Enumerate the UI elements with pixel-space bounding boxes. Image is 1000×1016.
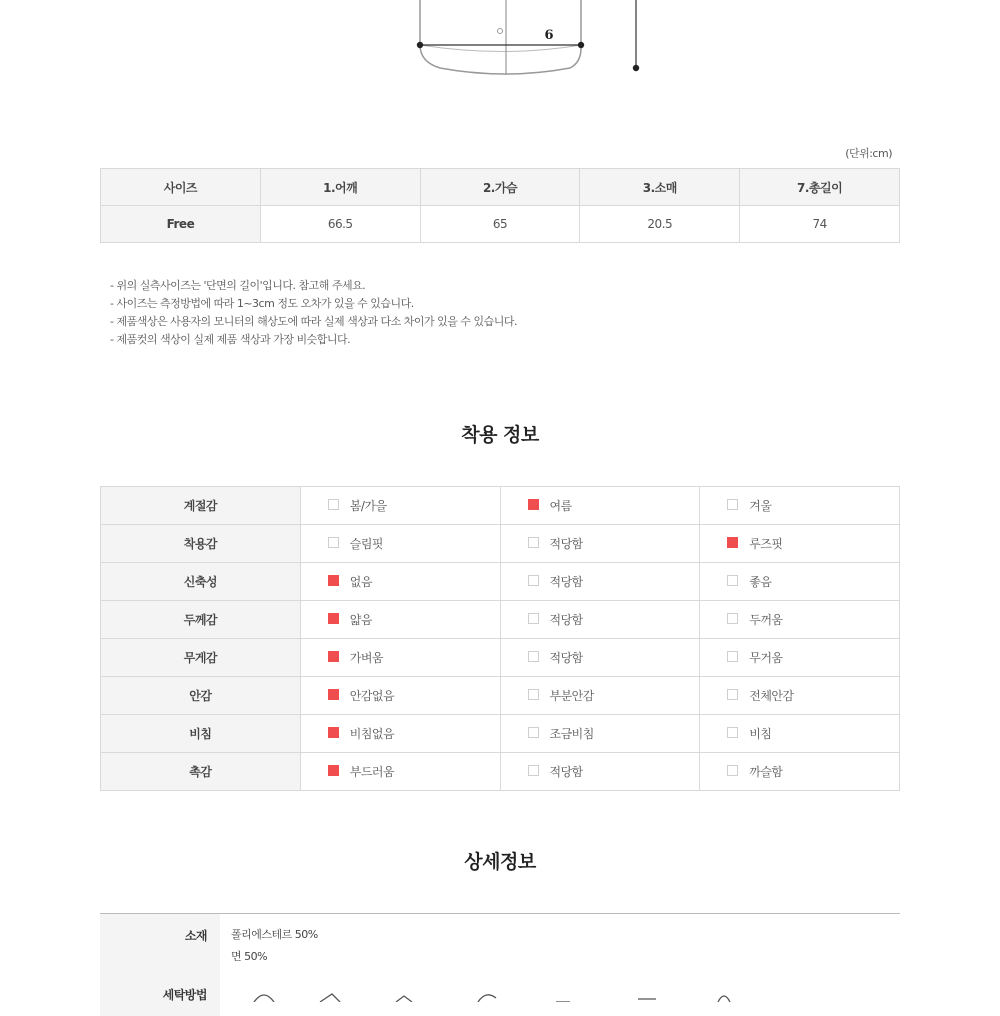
fit-option <box>700 563 900 601</box>
unit-label: (단위:cm) <box>845 147 892 160</box>
detail-info-title: 상세정보 <box>464 851 536 873</box>
fit-option <box>500 753 700 791</box>
size-notes <box>110 277 517 349</box>
fit-option-label: 전체안감 <box>749 689 794 703</box>
length-measure-point <box>633 65 639 71</box>
fit-option-label: 안감없음 <box>349 689 395 703</box>
iron-icon <box>478 995 496 1002</box>
fit-option-label: 적당함 <box>549 765 583 779</box>
size-table <box>100 168 900 243</box>
fit-option-label: 가벼움 <box>349 651 384 665</box>
unchecked-box-icon <box>727 575 738 586</box>
chest-measure-point-right <box>578 42 584 48</box>
wash-label: 세탁방법 <box>100 976 220 1016</box>
fit-option <box>500 715 700 753</box>
unchecked-box-icon <box>528 537 539 548</box>
fit-row-label: 두께감 <box>101 601 301 639</box>
fit-row-label: 안감 <box>101 677 301 715</box>
unchecked-box-icon <box>528 575 539 586</box>
fit-option-label: 적당함 <box>549 651 583 665</box>
table-row <box>101 525 900 563</box>
fit-option-label: 조금비침 <box>549 727 594 741</box>
checked-box-icon <box>528 499 539 510</box>
fit-option <box>700 753 900 791</box>
fit-option-label: 부드러움 <box>349 765 395 779</box>
unchecked-box-icon <box>328 537 339 548</box>
fit-info-table <box>100 486 900 791</box>
size-table-header: 3.소매 <box>580 169 740 206</box>
fit-option-label: 까슬함 <box>749 765 783 779</box>
checked-box-icon <box>328 613 339 624</box>
hand-wash-icon <box>320 994 340 1002</box>
fit-option <box>700 601 900 639</box>
checked-box-icon <box>328 765 339 776</box>
fit-info-title: 착용 정보 <box>461 424 539 446</box>
wash-tub-icon <box>254 995 274 1002</box>
chest-measure-point-left <box>417 42 423 48</box>
material-value <box>220 914 318 976</box>
fit-option-label: 두꺼움 <box>749 613 783 627</box>
fit-option-label: 비침없음 <box>349 727 395 741</box>
garment-hem <box>420 45 581 52</box>
wash-care-icons <box>240 990 800 1002</box>
fit-option-label: 없음 <box>349 575 372 589</box>
size-value-cell: 74 <box>740 206 900 243</box>
table-row <box>101 639 900 677</box>
fit-option <box>700 677 900 715</box>
size-value-cell: 66.5 <box>260 206 420 243</box>
fit-option <box>500 601 700 639</box>
fit-option <box>700 525 900 563</box>
table-row <box>101 206 900 243</box>
unchecked-box-icon <box>528 689 539 700</box>
material-label: 소재 <box>100 914 220 976</box>
unchecked-box-icon <box>727 765 738 776</box>
unchecked-box-icon <box>727 499 738 510</box>
unchecked-box-icon <box>528 765 539 776</box>
fit-option-label: 부분안감 <box>549 689 594 703</box>
fit-row-label: 계절감 <box>101 487 301 525</box>
tumble-icon <box>718 996 730 1002</box>
unchecked-box-icon <box>528 727 539 738</box>
fit-option <box>500 639 700 677</box>
fit-option <box>300 563 500 601</box>
note-item: - 제품색상은 사용자의 모니터의 해상도에 따라 실제 색상과 다소 차이가 있을 수 있습니다. <box>110 315 517 328</box>
table-row <box>101 601 900 639</box>
note-item: - 위의 실측사이즈는 '단면의 길이'입니다. 참고해 주세요. <box>110 279 366 292</box>
material-line: 면 50% <box>231 950 268 963</box>
fit-option <box>700 639 900 677</box>
checked-box-icon <box>328 689 339 700</box>
table-row <box>101 677 900 715</box>
fit-row-label: 무게감 <box>101 639 301 677</box>
material-line: 폴리에스테르 50% <box>231 928 318 941</box>
table-row <box>101 715 900 753</box>
fit-option-label: 적당함 <box>549 613 583 627</box>
checked-box-icon <box>328 651 339 662</box>
unchecked-box-icon <box>727 651 738 662</box>
fit-option-label: 무거움 <box>749 651 783 665</box>
fit-option-label: 적당함 <box>549 575 583 589</box>
unchecked-box-icon <box>528 651 539 662</box>
fit-option <box>500 563 700 601</box>
fit-option-label: 겨울 <box>749 499 772 513</box>
fit-option-label: 여름 <box>549 499 572 513</box>
fit-row-label: 비침 <box>101 715 301 753</box>
table-row <box>101 563 900 601</box>
size-value-cell: 20.5 <box>580 206 740 243</box>
fit-option-label: 좋음 <box>749 575 772 589</box>
table-row <box>101 753 900 791</box>
fit-option <box>300 753 500 791</box>
fit-option-label: 얇음 <box>349 613 372 627</box>
fit-option-label: 루즈핏 <box>749 537 783 551</box>
checked-box-icon <box>727 537 738 548</box>
measure-number-label: 6 <box>544 28 554 43</box>
fit-option <box>500 525 700 563</box>
unchecked-box-icon <box>328 499 339 510</box>
fit-option-label: 봄/가을 <box>349 499 387 513</box>
fit-option <box>700 487 900 525</box>
unchecked-box-icon <box>727 689 738 700</box>
garment-measurement-illustration <box>0 0 1000 90</box>
fit-option <box>300 677 500 715</box>
table-row <box>101 487 900 525</box>
size-value-cell: 65 <box>420 206 580 243</box>
fit-option-label: 비침 <box>749 727 772 741</box>
unchecked-box-icon <box>727 727 738 738</box>
bleach-icon <box>396 996 412 1002</box>
fit-row-label: 촉감 <box>101 753 301 791</box>
size-table-header: 1.어깨 <box>260 169 420 206</box>
checked-box-icon <box>328 727 339 738</box>
fit-option-label: 슬림핏 <box>349 537 384 551</box>
fit-option <box>300 525 500 563</box>
unchecked-box-icon <box>727 613 738 624</box>
size-table-header: 2.가슴 <box>420 169 580 206</box>
note-item: - 사이즈는 측정방법에 따라 1~3cm 정도 오차가 있을 수 있습니다. <box>110 297 414 310</box>
note-item: - 제품컷의 색상이 실제 제품 색상과 가장 비슷합니다. <box>110 333 351 346</box>
size-table-header: 7.총길이 <box>740 169 900 206</box>
fit-option <box>500 487 700 525</box>
fit-option <box>300 487 500 525</box>
fit-option <box>300 639 500 677</box>
unchecked-box-icon <box>528 613 539 624</box>
fit-row-label: 착용감 <box>101 525 301 563</box>
size-table-header: 사이즈 <box>101 169 261 206</box>
fit-option-label: 적당함 <box>549 537 583 551</box>
checked-box-icon <box>328 575 339 586</box>
fit-option <box>300 715 500 753</box>
fit-option <box>500 677 700 715</box>
fit-row-label: 신축성 <box>101 563 301 601</box>
fit-option <box>300 601 500 639</box>
material-row <box>100 914 900 976</box>
fit-option <box>700 715 900 753</box>
size-table-header-row <box>101 169 900 206</box>
size-name-cell: Free <box>101 206 261 243</box>
garment-outline <box>420 0 581 74</box>
garment-button <box>498 29 503 34</box>
